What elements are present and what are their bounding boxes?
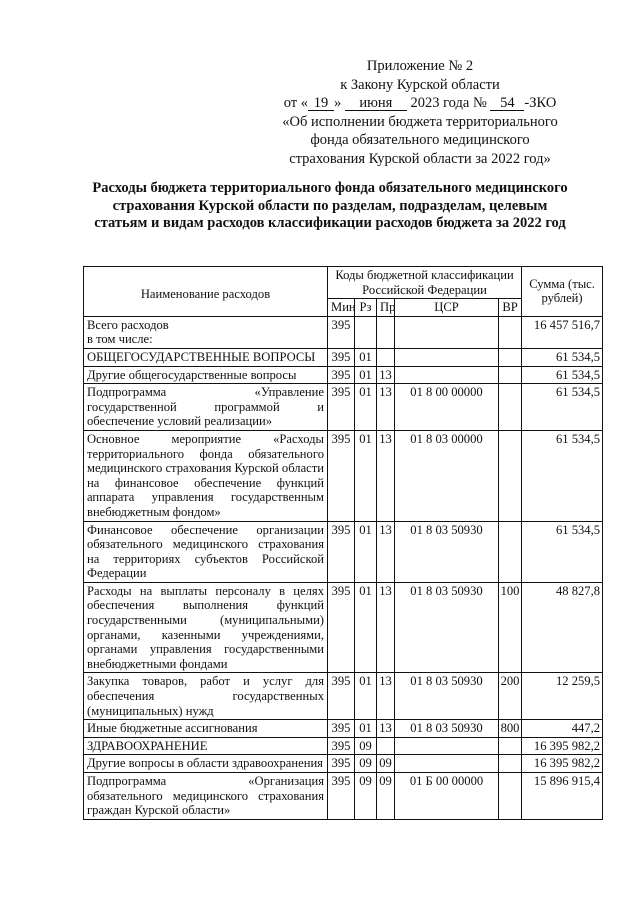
cell-sum: 61 534,5 — [522, 430, 603, 521]
cell-sum: 12 259,5 — [522, 673, 603, 720]
table-row — [84, 582, 603, 673]
law-date-line — [250, 94, 590, 113]
cell-name: Всего расходов в том числе: — [84, 316, 328, 348]
document-title: Расходы бюджета территориального фонда обязательного медицинского страхования Курской области по разделам, подразделам, целевым статьям и видам расходов классификации расходов бюджета за 2022 год — [92, 180, 568, 231]
col-header-name: Наименование расходов — [84, 267, 328, 317]
cell-csr: 01 Б 00 00000 — [395, 773, 499, 820]
cell-sum: 61 534,5 — [522, 384, 603, 431]
cell-name: Подпрограмма «Организация обязательного медицинского страхования граждан Курской области» — [84, 773, 328, 820]
cell-min: 395 — [328, 673, 355, 720]
cell-name: ОБЩЕГОСУДАРСТВЕННЫЕ ВОПРОСЫ — [84, 348, 328, 366]
cell-vr: 100 — [499, 582, 522, 673]
cell-csr: 01 8 03 50930 — [395, 673, 499, 720]
cell-rz: 01 — [355, 348, 377, 366]
cell-min: 395 — [328, 366, 355, 384]
date-month: июня — [345, 96, 407, 111]
cell-vr: 200 — [499, 673, 522, 720]
table-row — [84, 737, 603, 755]
law-title-line-2: фонда обязательного медицинского — [310, 132, 530, 148]
col-header-vr: ВР — [499, 299, 522, 317]
cell-rz: 01 — [355, 582, 377, 673]
cell-name: Другие вопросы в области здравоохранения — [84, 755, 328, 773]
cell-min: 395 — [328, 430, 355, 521]
table-row — [84, 673, 603, 720]
col-header-min: Мин — [328, 299, 355, 317]
law-reference: к Закону Курской области — [340, 76, 500, 93]
cell-rz: 09 — [355, 773, 377, 820]
cell-pr: 13 — [377, 384, 395, 431]
cell-min: 395 — [328, 773, 355, 820]
cell-csr — [395, 755, 499, 773]
cell-name: Другие общегосударственные вопросы — [84, 366, 328, 384]
cell-min: 395 — [328, 348, 355, 366]
table-row — [84, 720, 603, 738]
cell-min: 395 — [328, 582, 355, 673]
cell-vr — [499, 366, 522, 384]
cell-csr — [395, 737, 499, 755]
cell-vr — [499, 430, 522, 521]
table-body — [84, 316, 603, 819]
cell-pr: 13 — [377, 521, 395, 582]
cell-rz — [355, 316, 377, 348]
cell-csr — [395, 316, 499, 348]
cell-csr — [395, 366, 499, 384]
law-number-suffix: -ЗКО — [524, 95, 557, 111]
date-year: 2023 года № — [410, 95, 487, 111]
col-header-sum: Сумма (тыс. рублей) — [522, 267, 603, 317]
cell-min: 395 — [328, 755, 355, 773]
cell-sum: 447,2 — [522, 720, 603, 738]
cell-csr — [395, 348, 499, 366]
cell-vr — [499, 521, 522, 582]
cell-rz: 09 — [355, 737, 377, 755]
cell-sum: 61 534,5 — [522, 366, 603, 384]
col-header-csr: ЦСР — [395, 299, 499, 317]
approval-block — [250, 57, 590, 168]
cell-name: Закупка товаров, работ и услуг для обеспечения государственных (муниципальных) нужд — [84, 673, 328, 720]
cell-pr: 09 — [377, 755, 395, 773]
cell-vr: 800 — [499, 720, 522, 738]
cell-vr — [499, 755, 522, 773]
cell-rz: 01 — [355, 366, 377, 384]
date-prefix: от « — [283, 95, 308, 111]
cell-rz: 01 — [355, 521, 377, 582]
cell-vr — [499, 348, 522, 366]
col-header-rz: Рз — [355, 299, 377, 317]
table-row — [84, 773, 603, 820]
cell-vr — [499, 316, 522, 348]
cell-min: 395 — [328, 737, 355, 755]
cell-name: Расходы на выплаты персоналу в целях обеспечения выполнения функций государственными (муниципальными) органами, казенными учреждениями, органами управления государственными внебюджетными фондами — [84, 582, 328, 673]
cell-pr — [377, 316, 395, 348]
cell-name: Финансовое обеспечение организации обязательного медицинского страхования на территориях субъектов Российской Федерации — [84, 521, 328, 582]
law-title-line-1: «Об исполнении бюджета территориального — [282, 113, 558, 130]
cell-min: 395 — [328, 720, 355, 738]
cell-rz: 01 — [355, 384, 377, 431]
cell-pr: 09 — [377, 773, 395, 820]
cell-csr: 01 8 03 50930 — [395, 521, 499, 582]
cell-rz: 01 — [355, 430, 377, 521]
col-header-pr: Пр — [377, 299, 395, 317]
col-header-codes: Коды бюджетной классификации Российской Федерации — [328, 267, 522, 299]
table-row — [84, 316, 603, 348]
cell-min: 395 — [328, 521, 355, 582]
cell-csr: 01 8 03 50930 — [395, 582, 499, 673]
cell-pr: 13 — [377, 430, 395, 521]
table-row — [84, 430, 603, 521]
cell-rz: 01 — [355, 673, 377, 720]
cell-name: ЗДРАВООХРАНЕНИЕ — [84, 737, 328, 755]
appendix-label: Приложение № 2 — [366, 58, 474, 74]
law-number: 54 — [490, 96, 524, 111]
cell-vr — [499, 737, 522, 755]
cell-pr — [377, 737, 395, 755]
cell-min: 395 — [328, 384, 355, 431]
cell-name: Иные бюджетные ассигнования — [84, 720, 328, 738]
cell-csr: 01 8 00 00000 — [395, 384, 499, 431]
cell-pr — [377, 348, 395, 366]
cell-sum: 61 534,5 — [522, 521, 603, 582]
date-mid: » — [333, 95, 342, 111]
cell-rz: 01 — [355, 720, 377, 738]
cell-csr: 01 8 03 50930 — [395, 720, 499, 738]
cell-sum: 16 395 982,2 — [522, 737, 603, 755]
cell-sum: 15 896 915,4 — [522, 773, 603, 820]
cell-pr: 13 — [377, 366, 395, 384]
expenditure-table — [83, 266, 603, 820]
cell-vr — [499, 384, 522, 431]
date-day: 19 — [308, 96, 334, 111]
cell-rz: 09 — [355, 755, 377, 773]
header-row-1 — [84, 267, 603, 299]
cell-pr: 13 — [377, 720, 395, 738]
cell-sum: 61 534,5 — [522, 348, 603, 366]
cell-pr: 13 — [377, 582, 395, 673]
cell-sum: 16 457 516,7 — [522, 316, 603, 348]
law-title-line-3: страхования Курской области за 2022 год» — [289, 150, 551, 167]
cell-sum: 48 827,8 — [522, 582, 603, 673]
cell-name: Подпрограмма «Управление государственной программой и обеспечение условий реализации» — [84, 384, 328, 431]
cell-csr: 01 8 03 00000 — [395, 430, 499, 521]
table-row — [84, 755, 603, 773]
cell-name: Основное мероприятие «Расходы территориального фонда обязательного медицинского страхования Курской области на финансовое обеспечение функций аппарата управления государственным внебюджетным фондом» — [84, 430, 328, 521]
cell-sum: 16 395 982,2 — [522, 755, 603, 773]
cell-vr — [499, 773, 522, 820]
cell-min: 395 — [328, 316, 355, 348]
table-row — [84, 521, 603, 582]
table-row — [84, 384, 603, 431]
table-row — [84, 348, 603, 366]
table-row — [84, 366, 603, 384]
cell-pr: 13 — [377, 673, 395, 720]
